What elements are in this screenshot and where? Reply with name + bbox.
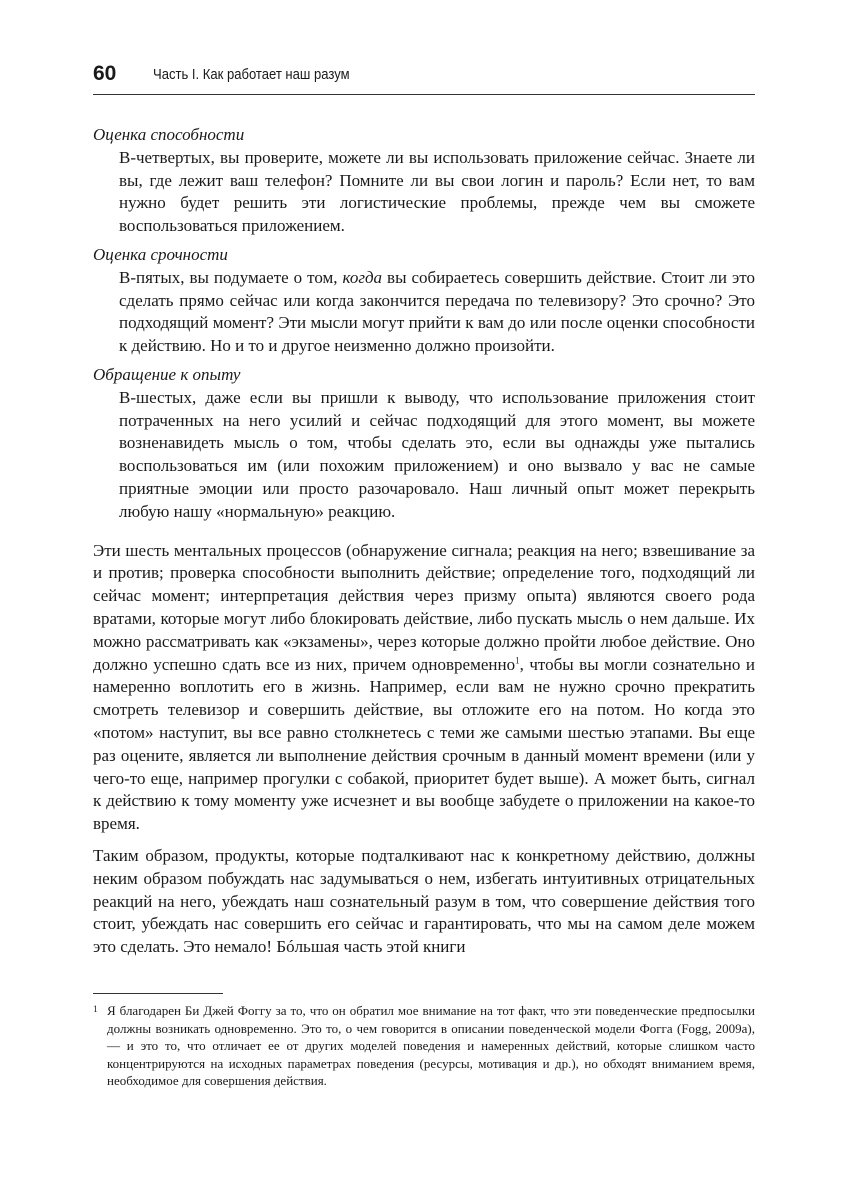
- page-content: [93, 124, 755, 968]
- running-head: Часть I. Как работает наш разум: [153, 67, 350, 83]
- footnote-text: Я благодарен Би Джей Фоггу за то, что он обратил мое внимание на тот факт, что эти поведенческие предпосылки должны возникать одновременно. Это то, о чем говорится в описании поведенческой модели Фогга (Fogg, 2009a), — и это то, что отличает ее от других моделей поведения и намеренных действий, которые слишком часто концентрируются на исходных параметрах поведения (ресурсы, мотивация и др.), но обходят вниманием время, необходимое для совершения действия.: [107, 1003, 755, 1088]
- section-text: [119, 267, 755, 358]
- page-number: 60: [93, 62, 117, 85]
- section-ability-assessment: [93, 124, 755, 238]
- text-fragment: Эти шесть ментальных процессов (обнаружение сигнала; реакция на него; взвешивание за и против; проверка способности выполнить действие; определение того, подходящий ли сейчас момент; интерпретация действия через призму опыта) являются своего рода вратами, которые могут либо блокировать действие, либо пускать мысль о нем дальше. Их можно рассматривать как «экзамены», через которые должно пройти любое действие. Оно должно успешно сдать все из них, причем одновременно: [93, 540, 755, 674]
- body-paragraph: [93, 540, 755, 836]
- section-heading: Оценка срочности: [93, 244, 228, 264]
- page-header: [93, 60, 755, 95]
- footnote-mark: 1: [93, 1005, 98, 1015]
- body-paragraph: Таким образом, продукты, которые подталкивают нас к конкретному действию, должны неким образом побуждать нас задумываться о нем, избегать интуитивных отрицательных реакций на него, убеждать наш сознательный разум в том, что совершение действия того стоит, убеждать нас совершить его сейчас и гарантировать, что мы на самом деле можем это сделать. Это немало! Бóльшая часть этой книги: [93, 845, 755, 957]
- section-heading: Обращение к опыту: [93, 364, 241, 384]
- section-urgency-assessment: [93, 244, 755, 358]
- text-fragment: вы собираетесь совершить действие. Стоит ли это сделать прямо сейчас или когда закончится передача по телевизору? Это срочно? Это подходящий момент? Эти мысли могут прийти к вам до или после оценки способности к действию. Но и то и другое неизменно должно произойти.: [119, 267, 755, 356]
- section-heading: Оценка способности: [93, 125, 245, 144]
- emphasized-word: когда: [342, 267, 383, 287]
- section-text: В-шестых, даже если вы пришли к выводу, что использование приложения стоит потраченных на него усилий и сейчас подходящий для этого момент, вы можете возненавидеть мысль о том, чтобы сделать это, если вы однажды уже пытались воспользоваться им (или похожим приложением) и оно вызвало у вас не самые приятные эмоции или просто разочаровало. Наш личный опыт может перекрыть любую нашу «нормальную» реакцию.: [119, 387, 755, 521]
- footnote-reference[interactable]: 1: [515, 654, 520, 665]
- text-fragment: , чтобы вы могли сознательно и намеренно воплотить его в жизнь. Например, если вам не нужно срочно прекратить смотреть телевизор и совершить действие, вы отложите его на потом. Но когда это «потом» наступит, вы все равно столкнетесь с теми же самыми шестью этапами. Вы еще раз оцените, является ли выполнение действия срочным в данный момент времени (или у чего-то еще, например прогулки с собакой, приоритет будет выше). А может быть, сигнал к действию к тому моменту уже исчезнет и вы вообще забудете о приложении на какое-то время.: [93, 654, 755, 834]
- footnote-divider: [93, 993, 223, 994]
- text-fragment: В-пятых, вы подумаете о том,: [119, 267, 343, 287]
- section-text: В-четвертых, вы проверите, можете ли вы использовать приложение сейчас. Знаете ли вы, где лежит ваш телефон? Помните ли вы свои логин и пароль? Если нет, то вам нужно будет решить эти логистические проблемы, прежде чем вы сможете воспользоваться приложением.: [119, 147, 755, 236]
- section-experience: [93, 364, 755, 524]
- footnote: [93, 1002, 755, 1090]
